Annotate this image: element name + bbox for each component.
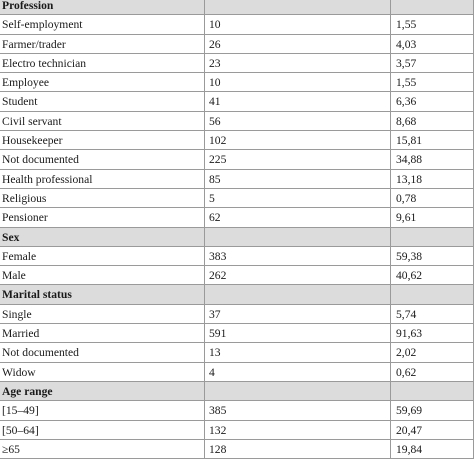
column-divider: [390, 54, 391, 72]
row-label: Housekeeper: [2, 134, 63, 148]
column-divider: [204, 305, 205, 323]
column-divider: [390, 170, 391, 188]
table-row: [0, 247, 474, 266]
column-divider: [204, 363, 205, 381]
table-row: [0, 343, 474, 362]
column-divider: [204, 266, 205, 284]
table-row: [0, 170, 474, 189]
column-divider: [390, 266, 391, 284]
row-percentage: 9,61: [396, 211, 417, 225]
row-label: Female: [2, 249, 37, 263]
row-label: Farmer/trader: [2, 37, 66, 51]
row-count: 102: [209, 134, 227, 148]
column-divider: [390, 440, 391, 458]
column-divider: [204, 208, 205, 226]
row-count: 10: [209, 18, 221, 32]
column-divider: [390, 150, 391, 168]
table-row: [0, 208, 474, 227]
table-row: [0, 15, 474, 34]
row-count: 591: [209, 327, 227, 341]
row-percentage: 1,55: [396, 18, 417, 32]
row-label: Not documented: [2, 346, 79, 360]
row-label: Religious: [2, 191, 47, 205]
column-divider: [204, 170, 205, 188]
row-percentage: 15,81: [396, 134, 423, 148]
row-count: 26: [209, 37, 221, 51]
row-percentage: 5,74: [396, 307, 417, 321]
table-row: [0, 35, 474, 54]
row-count: 383: [209, 249, 227, 263]
column-divider: [204, 382, 205, 400]
row-percentage: 0,62: [396, 365, 417, 379]
row-label: Electro technician: [2, 56, 87, 70]
column-divider: [390, 112, 391, 130]
column-divider: [390, 15, 391, 33]
row-label: Pensioner: [2, 211, 48, 225]
row-label: Not documented: [2, 153, 79, 167]
row-label: Employee: [2, 76, 50, 90]
row-percentage: 0,78: [396, 191, 417, 205]
row-count: 56: [209, 114, 221, 128]
row-percentage: 91,63: [396, 327, 423, 341]
row-percentage: 13,18: [396, 172, 423, 186]
row-count: 23: [209, 56, 221, 70]
row-label: Married: [2, 327, 40, 341]
column-divider: [204, 324, 205, 342]
column-divider: [204, 228, 205, 246]
section-header-row: [0, 285, 474, 304]
column-divider: [204, 285, 205, 303]
row-label: Male: [2, 269, 26, 283]
table-row: [0, 266, 474, 285]
row-percentage: 59,69: [396, 404, 423, 418]
row-label: [50–64]: [2, 423, 39, 437]
table-row: [0, 363, 474, 382]
row-count: 41: [209, 95, 221, 109]
table-row: [0, 92, 474, 111]
row-percentage: 34,88: [396, 153, 423, 167]
column-divider: [390, 35, 391, 53]
column-divider: [204, 54, 205, 72]
table-row: [0, 401, 474, 420]
column-divider: [390, 285, 391, 303]
column-divider: [390, 421, 391, 439]
row-label: Health professional: [2, 172, 93, 186]
column-divider: [390, 401, 391, 419]
column-divider: [390, 208, 391, 226]
row-percentage: 6,36: [396, 95, 417, 109]
row-count: 5: [209, 191, 215, 205]
table-row: [0, 112, 474, 131]
table-row: [0, 73, 474, 92]
column-divider: [390, 92, 391, 110]
column-divider: [390, 73, 391, 91]
column-divider: [390, 189, 391, 207]
column-divider: [204, 421, 205, 439]
column-divider: [204, 247, 205, 265]
row-count: 225: [209, 153, 227, 167]
section-header-row: [0, 0, 474, 15]
column-divider: [204, 92, 205, 110]
column-divider: [390, 382, 391, 400]
column-divider: [204, 440, 205, 458]
row-count: 10: [209, 76, 221, 90]
row-percentage: 1,55: [396, 76, 417, 90]
row-label: Widow: [2, 365, 36, 379]
table-row: [0, 189, 474, 208]
row-percentage: 8,68: [396, 114, 417, 128]
section-header-row: [0, 382, 474, 401]
row-percentage: 20,47: [396, 423, 423, 437]
row-percentage: 2,02: [396, 346, 417, 360]
row-percentage: 59,38: [396, 249, 423, 263]
row-percentage: 19,84: [396, 442, 423, 456]
row-count: 385: [209, 404, 227, 418]
table-row: [0, 305, 474, 324]
column-divider: [390, 228, 391, 246]
table-row: [0, 131, 474, 150]
row-label: Student: [2, 95, 38, 109]
column-divider: [390, 324, 391, 342]
column-divider: [204, 35, 205, 53]
row-label: Civil servant: [2, 114, 62, 128]
table-row: [0, 54, 474, 73]
column-divider: [204, 73, 205, 91]
row-count: 62: [209, 211, 221, 225]
section-title: Sex: [2, 230, 20, 244]
column-divider: [390, 0, 391, 14]
column-divider: [204, 150, 205, 168]
column-divider: [390, 363, 391, 381]
row-count: 13: [209, 346, 221, 360]
section-title: Profession: [2, 0, 54, 12]
table-row: [0, 150, 474, 169]
column-divider: [204, 112, 205, 130]
table-row: [0, 324, 474, 343]
column-divider: [390, 305, 391, 323]
row-count: 4: [209, 365, 215, 379]
table-row: [0, 440, 474, 459]
row-label: ≥65: [2, 442, 20, 456]
row-label: [15–49]: [2, 404, 39, 418]
row-count: 85: [209, 172, 221, 186]
column-divider: [390, 343, 391, 361]
row-percentage: 40,62: [396, 269, 423, 283]
row-count: 262: [209, 269, 227, 283]
column-divider: [204, 343, 205, 361]
section-title: Marital status: [2, 288, 72, 302]
column-divider: [204, 189, 205, 207]
row-percentage: 3,57: [396, 56, 417, 70]
table-row: [0, 421, 474, 440]
column-divider: [204, 131, 205, 149]
column-divider: [390, 247, 391, 265]
column-divider: [204, 0, 205, 14]
row-count: 132: [209, 423, 227, 437]
column-divider: [204, 15, 205, 33]
column-divider: [204, 401, 205, 419]
row-percentage: 4,03: [396, 37, 417, 51]
section-header-row: [0, 228, 474, 247]
row-label: Single: [2, 307, 32, 321]
section-title: Age range: [2, 384, 53, 398]
row-count: 128: [209, 442, 227, 456]
row-count: 37: [209, 307, 221, 321]
column-divider: [390, 131, 391, 149]
row-label: Self-employment: [2, 18, 83, 32]
